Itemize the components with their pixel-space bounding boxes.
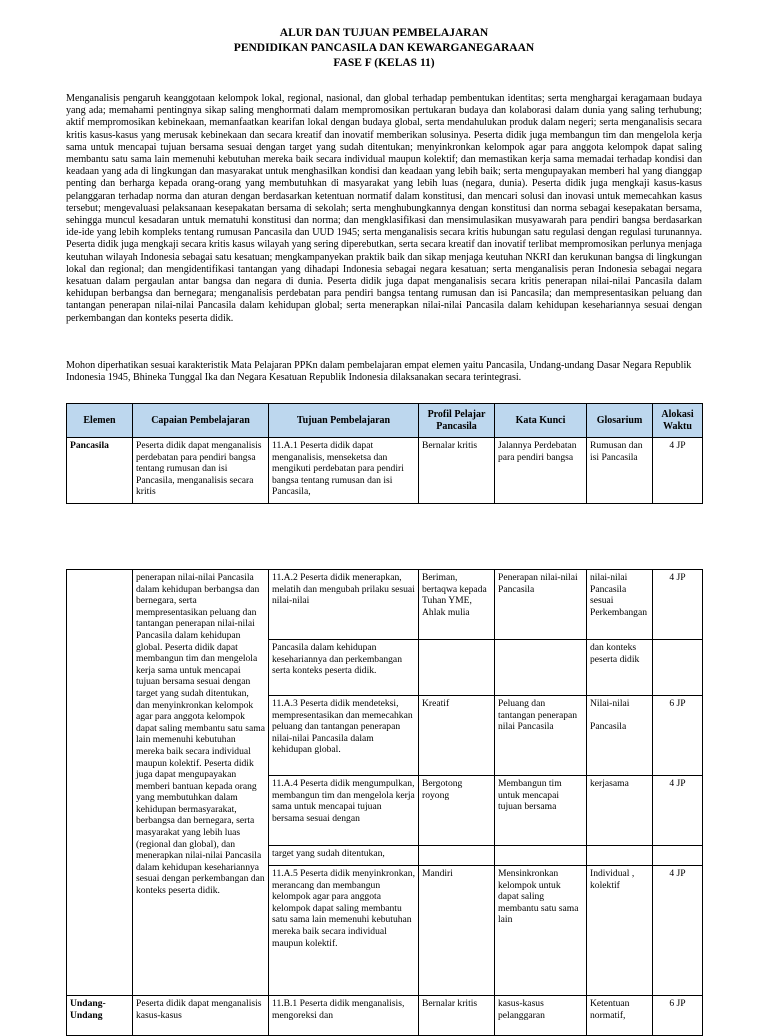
cell-elemen: Undang-Undang — [67, 996, 133, 1036]
learning-table-top — [66, 403, 703, 504]
cell-capaian: Peserta didik dapat menganalisis perdebatan para pendiri bangsa tentang rumusan dan isi Pancasila, menganalisis secara kritis — [133, 438, 269, 504]
cell-alokasi: 4 JP — [653, 438, 703, 504]
cell-glosarium: kerjasama — [587, 776, 653, 846]
cell-alokasi: 6 JP — [653, 996, 703, 1036]
header-alokasi: Alokasi Waktu — [653, 404, 703, 438]
table-row — [67, 438, 703, 504]
cell-kata-kunci: Penerapan nilai-nilai Pancasila — [495, 570, 587, 640]
cell-tujuan: target yang sudah ditentukan, — [269, 846, 419, 866]
table-header-row — [67, 404, 703, 438]
header-tujuan: Tujuan Pembelajaran — [269, 404, 419, 438]
cell-profil: Mandiri — [419, 866, 495, 996]
cell-kata-kunci: Membangun tim untuk mencapai tujuan bersama — [495, 776, 587, 846]
cell-kata-kunci: Mensinkronkan kelompok untuk dapat saling membantu satu sama lain — [495, 866, 587, 996]
cell-tujuan: Pancasila dalam kehidupan kesehariannya dan perkembangan serta konteks peserta didik. — [269, 640, 419, 696]
document-title — [0, 26, 768, 71]
cell-profil — [419, 846, 495, 866]
cell-tujuan: 11.A.1 Peserta didik dapat menganalisis, menseketsa dan mengikuti perdebatan para pendiri bangsa tentang rumusan dan isi Pancasila, — [269, 438, 419, 504]
cell-glosarium — [587, 846, 653, 866]
cell-tujuan: 11.B.1 Peserta didik menganalisis, mengoreksi dan — [269, 996, 419, 1036]
cell-tujuan: 11.A.3 Peserta didik mendeteksi, mempresentasikan dan memecahkan peluang dan tantangan penerapan nilai-nilai Pancasila dalam kehidupan global. — [269, 696, 419, 776]
cell-kata-kunci — [495, 846, 587, 866]
learning-table-continued — [66, 569, 703, 1036]
header-elemen: Elemen — [67, 404, 133, 438]
header-profil: Profil Pelajar Pancasila — [419, 404, 495, 438]
cell-tujuan: 11.A.2 Peserta didik menerapkan, melatih dan mengubah prilaku sesuai nilai-nilai — [269, 570, 419, 640]
cell-kata-kunci: Jalannya Perdebatan para pendiri bangsa — [495, 438, 587, 504]
cell-profil — [419, 640, 495, 696]
cell-elemen-empty — [67, 570, 133, 996]
header-glosarium: Glosarium — [587, 404, 653, 438]
cell-kata-kunci: kasus-kasus pelanggaran — [495, 996, 587, 1036]
cell-alokasi: 4 JP — [653, 866, 703, 996]
cell-capaian: Peserta didik dapat menganalisis kasus-kasus — [133, 996, 269, 1036]
cell-glosarium: dan konteks peserta didik — [587, 640, 653, 696]
cell-glosarium: Nilai-nilai Pancasila — [587, 696, 653, 776]
table-row — [67, 570, 703, 640]
cell-alokasi — [653, 846, 703, 866]
note-paragraph: Mohon diperhatikan sesuai karakteristik Mata Pelajaran PPKn dalam pembelajaran empat elemen yaitu Pancasila, Undang-undang Dasar Negara Republik Indonesia 1945, Bhineka Tunggal Ika dan Negara Kesatuan Republik Indonesia dilaksanakan secara terintegrasi. — [66, 360, 692, 384]
cell-kata-kunci: Peluang dan tantangan penerapan nilai Pancasila — [495, 696, 587, 776]
cell-capaian-continued: penerapan nilai-nilai Pancasila dalam kehidupan berbangsa dan bernegara, serta mempresentasikan peluang dan tantangan penerapan nilai-nilai Pancasila dalam kehidupan global. Peserta didik dapat membangun tim dan mengelola kerja sama untuk mencapai tujuan bersama sesuai dengan target yang sudah ditentukan, dan menyinkronkan kelompok agar para anggota kelompok dapat saling membantu satu sama lain memenuhi kebutuhan mereka baik secara individual maupun kolektif. Peserta didik juga dapat mengupayakan memberi bantuan kepada orang yang membutuhkan dalam kehidupan bermasyarakat, berbangsa dan bernegara, serta masyarakat yang lebih luas (regional dan global), dan menerapkan nilai-nilai Pancasila dalam kehidupan kesehariannya sesuai dengan perkembangan dan konteks peserta didik. — [133, 570, 269, 996]
cell-alokasi: 6 JP — [653, 696, 703, 776]
intro-paragraph: Menganalisis pengaruh keanggotaan kelompok lokal, regional, nasional, dan global terhadap pembentukan identitas; serta menghargai keragamaan budaya yang ada; memahami pentingnya sikap saling menghormati dalam mempromosikan pertukaran budaya dan kolaborasi dalam dunia yang saling terhubung; aktif mempromosikan kebinekaan, memanfaatkan kearifan lokal dengan budaya global, serta mendahulukan produk dalam negeri; serta menganalisis secara kritis kasus-kasus yang merusak kebinekaan dan secara kreatif dan inovatif memberikan solusinya. Peserta didik juga membangun tim dan mengelola kerja sama untuk mencapai tujuan bersama sesuai dengan target yang sudah ditentukan; menyinkronkan kelompok agar para anggota kelompok dapat saling membantu satu sama lain memenuhi kebutuhan mereka baik secara individual maupun kolektif; dan memastikan kerja sama memadai terhadap kondisi dan keadaan yang ada di lingkungan dan masyarakat untuk menghasilkan kondisi dan keadaan yang lebih baik; serta mengupayakan memberi hal yang dianggap penting dan berharga kepada orang-orang yang membutuhkan di masyarakat yang lebih luas (negara, dunia). Peserta didik juga mengkaji kasus-kasus pelanggaran terhadap norma dan aturan dengan berdasarkan ketentuan normatif dalam konstitusi, dan mencari solusi dan inovasi untuk memecahkan kasus tersebut; mengevaluasi pelaksanaan kesepakatan bersama di sekolah; serta menghubungkannya dengan konstitusi dan norma sebagai kesepakatan bersama, sehingga muncul kesadaran untuk mematuhi konstitusi dan norma; dan mengklasifikasi dan mensimulasikan musyawarah para pendiri bangsa berdasarkan ide-ide yang lebih kompleks tentang rumusan Pancasila dan UUD 1945; serta menganalisis secara kritis hubungan satu regulasi dengan regulasi turunannya. Peserta didik juga mengkaji secara kritis kasus wilayah yang sering diperebutkan, serta secara kreatif dan inovatif terlibat mempromosikan perlunya menjaga keutuhan wilayah Indonesia sebagai satu kesatuan; mengkampanyekan praktik baik dan sikap menjaga keutuhan NKRI dan kerukunan bangsa di lingkungan lokal dan regional; dan mengidentifikasi tantangan yang dihadapi Indonesia sebagai negara kesatuan; serta menganalisis peran Indonesia sebagai negara kesatuan dalam pergaulan antar bangsa dan negara di dunia. Peserta didik juga dapat menganalisis secara kritis penerapan nilai-nilai Pancasila dalam kehidupan berbangsa dan bernegara; menganalisis perdebatan para pendiri bangsa tentang rumusan dan isi Pancasila; dan mempresentasikan peluang dan tantangan penerapan nilai-nilai Pancasila dalam kehidupan global; serta menerapkan nilai-nilai Pancasila dalam kehidupan kesehariannya sesuai dengan perkembangan dan konteks peserta didik. — [66, 93, 702, 324]
title-line-2: PENDIDIKAN PANCASILA DAN KEWARGANEGARAAN — [233, 42, 535, 54]
cell-profil: Bernalar kritis — [419, 996, 495, 1036]
header-capaian: Capaian Pembelajaran — [133, 404, 269, 438]
cell-glosarium: Rumusan dan isi Pancasila — [587, 438, 653, 504]
cell-profil: Bergotong royong — [419, 776, 495, 846]
cell-glosarium: nilai-nilai Pancasila sesuai Perkembangan — [587, 570, 653, 640]
cell-tujuan: 11.A.4 Peserta didik mengumpulkan, membangun tim dan mengelola kerja sama untuk mencapai tujuan bersama sesuai dengan — [269, 776, 419, 846]
cell-profil: Beriman, bertaqwa kepada Tuhan YME, Ahlak mulia — [419, 570, 495, 640]
cell-alokasi: 4 JP — [653, 570, 703, 640]
cell-tujuan: 11.A.5 Peserta didik menyinkronkan, merancang dan membangun kelompok agar para anggota kelompok dapat saling membantu satu sama lain memenuhi kebutuhan mereka baik secara individual maupun kolektif. — [269, 866, 419, 996]
cell-glosarium: Ketentuan normatif, — [587, 996, 653, 1036]
table-row — [67, 996, 703, 1036]
title-line-1: ALUR DAN TUJUAN PEMBELAJARAN — [279, 27, 489, 39]
title-line-3: FASE F (KELAS 11) — [333, 57, 435, 69]
cell-alokasi — [653, 640, 703, 696]
cell-kata-kunci — [495, 640, 587, 696]
cell-elemen: Pancasila — [67, 438, 133, 504]
cell-profil: Bernalar kritis — [419, 438, 495, 504]
cell-profil: Kreatif — [419, 696, 495, 776]
header-kata-kunci: Kata Kunci — [495, 404, 587, 438]
cell-glosarium: Individual , kolektif — [587, 866, 653, 996]
cell-alokasi: 4 JP — [653, 776, 703, 846]
